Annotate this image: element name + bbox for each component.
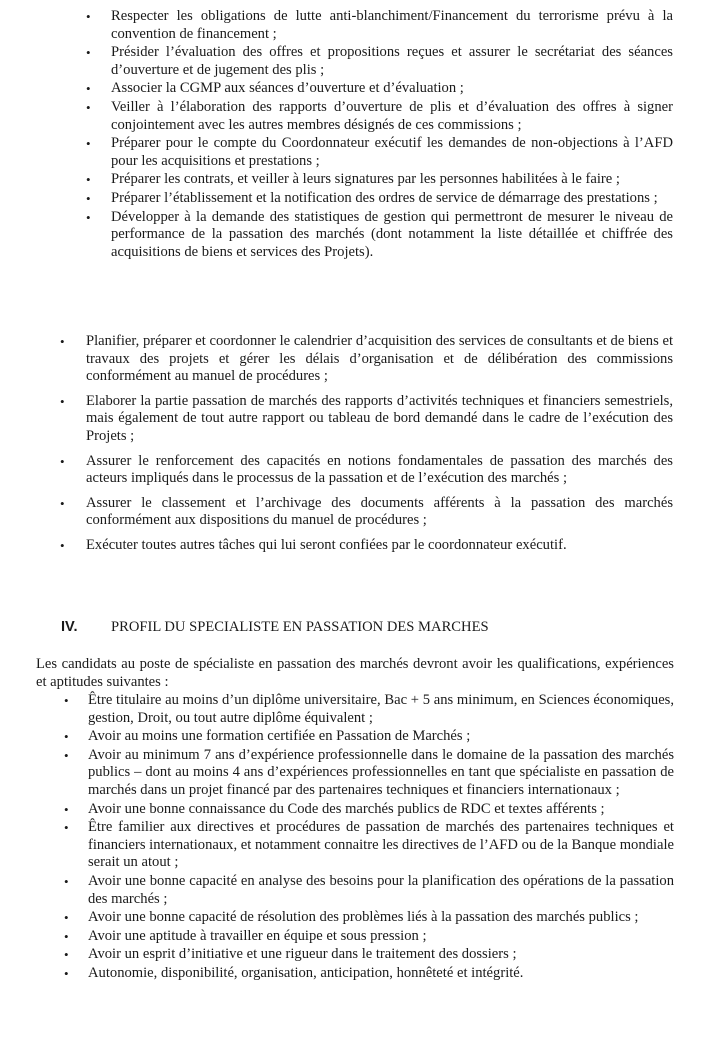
list-item <box>0 333 711 386</box>
list-item <box>0 537 711 555</box>
list-item <box>0 928 711 946</box>
list-item-text: Veiller à l’élaboration des rapports d’ouverture de plis et d’évaluation des offres à signer conjointement avec les autres membres désignés de ces commissions ; <box>111 98 673 133</box>
bullet-icon: • <box>60 453 65 469</box>
bullet-icon: • <box>64 747 69 763</box>
list-item <box>0 801 711 819</box>
list-item <box>0 873 711 908</box>
list-item <box>0 8 711 43</box>
bullet-icon: • <box>86 45 91 61</box>
list-item <box>0 135 711 170</box>
list-item-text: Assurer le classement et l’archivage des documents afférents à la passation des marchés conformément aux dispositions du manuel de procédures ; <box>86 494 673 529</box>
list-item <box>0 495 711 530</box>
intro-paragraph: Les candidats au poste de spécialiste en passation des marchés devront avoir les qualifications, expériences et aptitudes suivantes : <box>36 656 674 690</box>
list-item <box>0 80 711 98</box>
bullet-icon: • <box>86 172 91 188</box>
list-item-text: Avoir une bonne capacité de résolution des problèmes liés à la passation des marchés publics ; <box>88 909 639 926</box>
bullet-icon: • <box>64 801 69 817</box>
list-item-text: Associer la CGMP aux séances d’ouverture et d’évaluation ; <box>111 80 464 97</box>
list-item <box>0 99 711 134</box>
list-item-text: Préparer les contrats, et veiller à leurs signatures par les personnes habilitées à le faire ; <box>111 171 620 188</box>
list-item-text: Exécuter toutes autres tâches qui lui seront confiées par le coordonnateur exécutif. <box>86 536 567 553</box>
section-title: PROFIL DU SPECIALISTE EN PASSATION DES MARCHES <box>111 619 489 635</box>
bullet-icon: • <box>60 537 65 553</box>
list-item-text: Avoir au minimum 7 ans d’expérience professionnelle dans le domaine de la passation des marchés publics – dont au moins 4 ans d’expériences professionnelles en tant que spécialiste en passation de marchés dans un projet financé par des partenaires techniques et financiers internationaux ; <box>88 746 674 798</box>
bullet-icon: • <box>64 729 69 745</box>
list-item-text: Développer à la demande des statistiques de gestion qui permettront de mesurer le niveau de performance de la passation des marchés (dont notamment la liste détaillée et chiffrée des acquisitions de biens et services des Projets). <box>111 208 673 260</box>
list-item-text: Assurer le renforcement des capacités en notions fondamentales de passation des marchés des acteurs impliqués dans le processus de la passation et de l’exécution des marchés ; <box>86 452 673 487</box>
list-item <box>0 946 711 964</box>
bullet-icon: • <box>86 136 91 152</box>
list-item <box>0 190 711 208</box>
section-heading <box>61 619 681 637</box>
section-number: IV. <box>61 619 78 635</box>
list-item <box>0 747 711 800</box>
list-item-text: Préparer l’établissement et la notification des ordres de service de démarrage des prestations ; <box>111 189 658 206</box>
bullet-icon: • <box>86 99 91 115</box>
list-item <box>0 453 711 488</box>
list-item <box>0 965 711 983</box>
bullet-icon: • <box>60 334 65 349</box>
list-item-text: Planifier, préparer et coordonner le calendrier d’acquisition des services de consultants et de biens et travaux des projets et gérer les délais d’organisation et de délibération des commissions conformément au manuel de procédures ; <box>86 333 673 385</box>
bullet-icon: • <box>86 81 91 97</box>
list-item-text: Elaborer la partie passation de marchés des rapports d’activités techniques et financiers semestriels, mais également de tout autre rapport ou tableau de bord demandé dans le cadre de l’exécution des Projets ; <box>86 392 673 444</box>
bullet-icon: • <box>60 393 65 409</box>
list-item-text: Avoir un esprit d’initiative et une rigueur dans le traitement des dossiers ; <box>88 946 517 963</box>
bullet-icon: • <box>64 910 69 926</box>
bullet-icon: • <box>86 209 91 225</box>
bullet-icon: • <box>86 9 91 24</box>
list-item <box>0 44 711 79</box>
list-item-text: Être titulaire au moins d’un diplôme universitaire, Bac + 5 ans minimum, en Sciences économiques, gestion, Droit, ou tout autre diplôme équivalent ; <box>88 692 674 726</box>
list-item-text: Respecter les obligations de lutte anti-blanchiment/Financement du terrorisme prévu à la convention de financement ; <box>111 8 673 42</box>
outer-task-list <box>0 333 711 555</box>
list-item-text: Autonomie, disponibilité, organisation, anticipation, honnêteté et intégrité. <box>88 964 524 981</box>
list-item-text: Présider l’évaluation des offres et propositions reçues et assurer le secrétariat des séances d’ouverture et de jugement des plis ; <box>111 44 673 78</box>
list-item <box>0 819 711 872</box>
bullet-icon: • <box>86 190 91 206</box>
list-item <box>0 171 711 189</box>
list-item-text: Être familier aux directives et procédures de passation de marchés des partenaires techniques et financiers internationaux, et notamment connaitre les directives de l’AFD ou de la Banque mondiale serait un atout ; <box>88 819 674 871</box>
list-item <box>0 209 711 262</box>
bullet-icon: • <box>64 693 69 708</box>
list-item <box>0 728 711 746</box>
bullet-icon: • <box>64 873 69 889</box>
nested-task-list <box>0 8 711 261</box>
bullet-icon: • <box>64 928 69 944</box>
bullet-icon: • <box>64 947 69 963</box>
list-item-text: Avoir une bonne connaissance du Code des marchés publics de RDC et textes afférents ; <box>88 800 605 817</box>
list-item <box>0 393 711 446</box>
list-item-text: Préparer pour le compte du Coordonnateur exécutif les demandes de non-objections à l’AFD pour les acquisitions et prestations ; <box>111 135 673 169</box>
list-item-text: Avoir au moins une formation certifiée en Passation de Marchés ; <box>88 728 471 745</box>
bullet-icon: • <box>64 965 69 981</box>
list-item-text: Avoir une aptitude à travailler en équipe et sous pression ; <box>88 927 427 944</box>
bullet-icon: • <box>64 820 69 836</box>
list-item-text: Avoir une bonne capacité en analyse des besoins pour la planification des opérations de la passation des marchés ; <box>88 872 674 907</box>
bullet-icon: • <box>60 495 65 511</box>
profile-requirements-list <box>0 692 711 983</box>
list-item <box>0 909 711 927</box>
list-item <box>0 692 711 727</box>
